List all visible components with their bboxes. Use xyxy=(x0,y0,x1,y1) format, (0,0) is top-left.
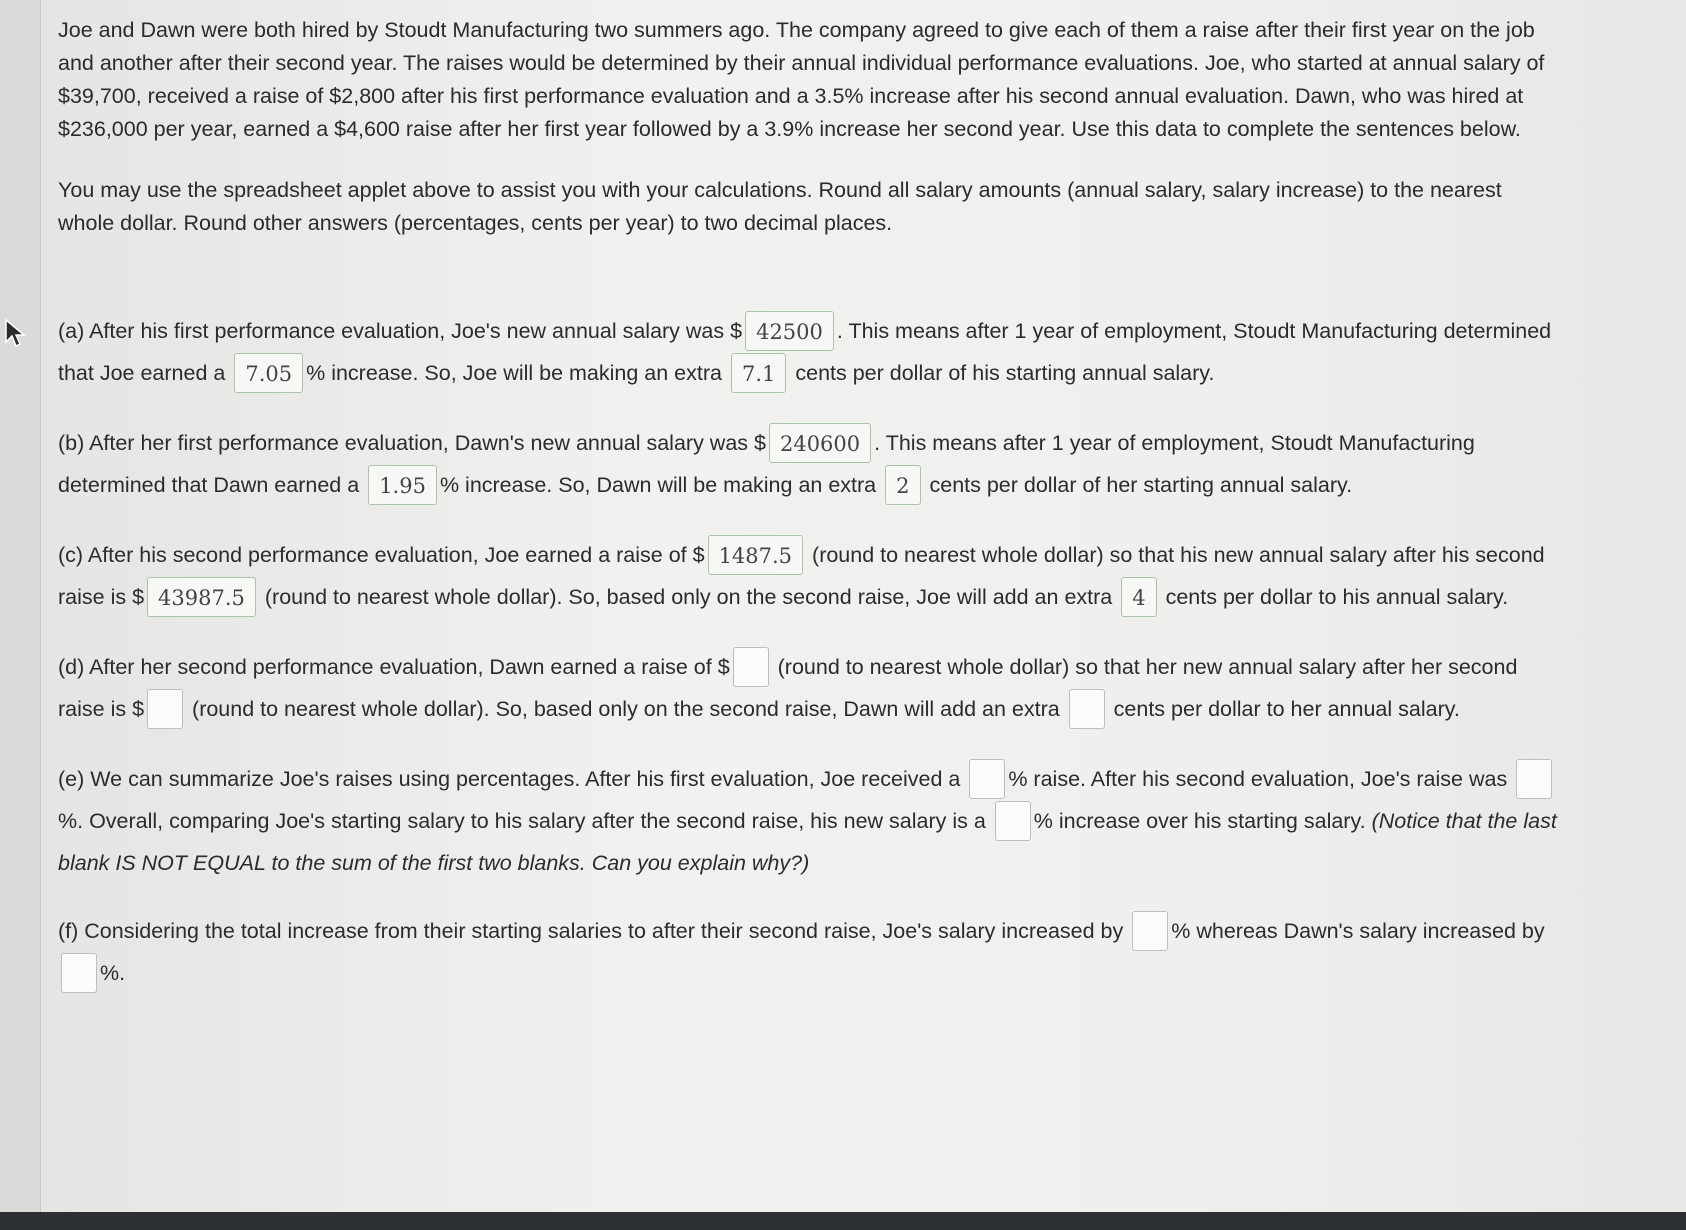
part-d-text-4: cents per dollar to her annual salary. xyxy=(1113,697,1460,721)
part-e-first-raise-input[interactable] xyxy=(969,759,1005,799)
part-e-text-4: % increase over his starting salary. xyxy=(1033,809,1366,833)
part-a xyxy=(58,310,1558,394)
part-a-text-3: % increase. So, Joe will be making an extra xyxy=(306,361,722,385)
left-margin xyxy=(0,0,41,1212)
part-c xyxy=(58,534,1558,618)
part-e-notice: (Notice that the last blank IS NOT EQUAL to the sum of the first two blanks. Can you explain why?) xyxy=(58,809,1557,875)
part-c-text-4: cents per dollar to his annual salary. xyxy=(1165,585,1509,609)
part-d xyxy=(58,646,1558,730)
part-e xyxy=(58,758,1558,884)
part-b xyxy=(58,422,1558,506)
part-c-joe-cents-input[interactable]: 4 xyxy=(1121,577,1156,617)
part-b-text-4: cents per dollar of her starting annual salary. xyxy=(929,473,1353,497)
part-b-text-3: % increase. So, Dawn will be making an extra xyxy=(439,473,877,497)
part-f-dawn-total-input[interactable] xyxy=(61,953,97,993)
part-b-text-2: . This means after 1 year of employment, Stoudt Manufacturing determined that Dawn earned a xyxy=(58,431,1475,497)
part-e-overall-increase-input[interactable] xyxy=(995,801,1031,841)
part-f xyxy=(58,910,1558,994)
part-e-second-raise-input[interactable] xyxy=(1516,759,1552,799)
part-f-text-3: %. xyxy=(100,961,126,985)
part-d-text-1: (d) After her second performance evaluation, Dawn earned a raise of $ xyxy=(58,655,730,679)
bottom-bar xyxy=(0,1212,1686,1230)
part-b-dawn-cents-input[interactable]: 2 xyxy=(885,465,920,505)
part-f-text-2: % whereas Dawn's salary increased by xyxy=(1171,919,1545,943)
part-d-dawn-cents-input[interactable] xyxy=(1069,689,1105,729)
part-c-joe-new-salary-input[interactable]: 43987.5 xyxy=(147,577,256,617)
part-c-text-3: (round to nearest whole dollar). So, based only on the second raise, Joe will add an extra xyxy=(264,585,1113,609)
part-b-text-1: (b) After her first performance evaluation, Dawn's new annual salary was $ xyxy=(58,431,766,455)
part-a-joe-percent-input[interactable]: 7.05 xyxy=(234,353,303,393)
part-b-dawn-percent-input[interactable]: 1.95 xyxy=(368,465,437,505)
part-d-dawn-raise-input[interactable] xyxy=(733,647,769,687)
part-c-text-2: (round to nearest whole dollar) so that his new annual salary after his second raise is $ xyxy=(58,543,1545,609)
part-a-joe-cents-input[interactable]: 7.1 xyxy=(731,353,786,393)
instructions-paragraph: You may use the spreadsheet applet above to assist you with your calculations. Round all salary amounts (annual salary, salary increase) to the nearest whole dollar. Round other answers (percentages, cents per year) to two decimal places. xyxy=(58,178,1502,235)
part-f-joe-total-input[interactable] xyxy=(1132,911,1168,951)
part-d-dawn-new-salary-input[interactable] xyxy=(147,689,183,729)
part-a-text-4: cents per dollar of his starting annual salary. xyxy=(795,361,1215,385)
part-a-text-2: . This means after 1 year of employment, Stoudt Manufacturing determined that Joe earned a xyxy=(58,319,1552,385)
part-d-text-3: (round to nearest whole dollar). So, based only on the second raise, Dawn will add an extra xyxy=(192,697,1060,721)
intro-paragraph: Joe and Dawn were both hired by Stoudt Manufacturing two summers ago. The company agreed to give each of them a raise after their first year on the job and another after their second year. The raises would be determined by their annual individual performance evaluations. Joe, who started at annual salary of $39,700, received a raise of $2,800 after his first performance evaluation and a 3.5% increase after his second annual evaluation. Dawn, who was hired at $236,000 per year, earned a $4,600 raise after her first year followed by a 3.9% increase her second year. Use this data to complete the sentences below. xyxy=(58,18,1545,141)
part-e-text-1: (e) We can summarize Joe's raises using percentages. After his first evaluation, Joe received a xyxy=(58,767,961,791)
part-e-text-3: %. Overall, comparing Joe's starting salary to his salary after the second raise, his new salary is a xyxy=(58,809,986,833)
part-a-joe-salary-input[interactable]: 42500 xyxy=(745,311,834,351)
part-d-text-2: (round to nearest whole dollar) so that her new annual salary after her second raise is $ xyxy=(58,655,1518,721)
part-c-text-1: (c) After his second performance evaluation, Joe earned a raise of $ xyxy=(58,543,705,567)
question-content xyxy=(58,14,1558,1022)
mouse-cursor-icon xyxy=(4,318,26,348)
part-b-dawn-salary-input[interactable]: 240600 xyxy=(769,423,871,463)
part-f-text-1: (f) Considering the total increase from their starting salaries to after their second raise, Joe's salary increased by xyxy=(58,919,1124,943)
part-c-joe-raise-input[interactable]: 1487.5 xyxy=(708,535,803,575)
part-a-text-1: (a) After his first performance evaluation, Joe's new annual salary was $ xyxy=(58,319,743,343)
part-e-text-2: % raise. After his second evaluation, Joe's raise was xyxy=(1008,767,1508,791)
